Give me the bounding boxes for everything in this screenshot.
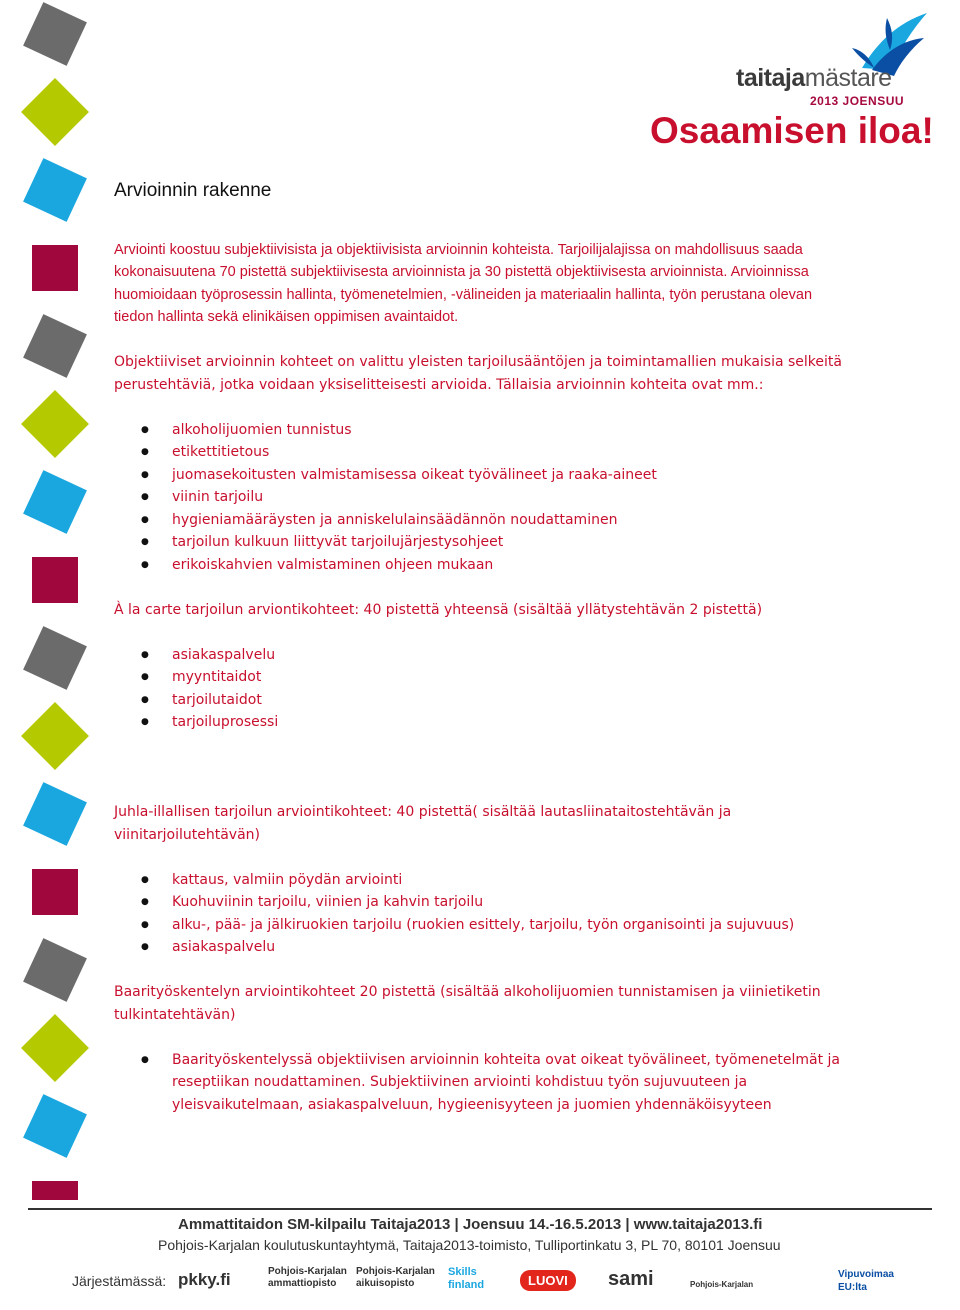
pohjois-karjalan-logo: Pohjois-Karjalan <box>690 1280 754 1289</box>
juhla-title: Juhla-illallisen tarjoilun arviointikohteet: 40 pistettä( sisältää lautasliinataitostehtävän ja viinitarjoilutehtävän) <box>114 804 732 843</box>
logo-subtitle: 2013 JOENSUU <box>810 94 905 108</box>
luovi-logo: LUOVI <box>520 1270 576 1291</box>
list-item: ● juomasekoitusten valmistamisessa oikeat työvälineet ja raaka-aineet <box>114 464 844 487</box>
maroon-square-shape <box>32 869 78 915</box>
blue-square-shape <box>23 782 87 846</box>
decorative-shapes-column <box>0 0 110 1200</box>
list-item: ● etikettitietous <box>114 441 844 464</box>
alacarte-title: À la carte tarjoilun arviontikohteet: 40 pistettä yhteensä (sisältää yllätystehtävän 2 pistettä) <box>114 601 763 618</box>
grey-square-shape <box>23 314 87 378</box>
baari-title: Baarityöskentelyn arviointikohteet 20 pistettä (sisältää alkoholijuomien tunnistamisen ja viinietiketin tulkintatehtävän) <box>114 984 821 1023</box>
green-diamond-shape <box>21 1014 89 1082</box>
maroon-square-shape <box>32 557 78 603</box>
list-item: ● alkoholijuomien tunnistus <box>114 419 844 442</box>
maroon-square-shape <box>32 1181 78 1200</box>
list-item: ● tarjoiluprosessi <box>114 711 844 734</box>
list-item: ● Baarityöskentelyssä objektiivisen arvioinnin kohteita ovat oikeat työvälineet, työmenetelmät ja reseptiikan noudattaminen. Subjektiivinen arviointi kohdistuu työn sujuvuuteen ja yleisvaikutelmaan, asiakaspalveluun, hygieenisyyteen ja juomien yhdennäköisyyteen <box>114 1049 844 1117</box>
objective-paragraph: Objektiiviset arvioinnin kohteet on valittu yleisten tarjoilusääntöjen ja toimintamallien mukaisia selkeitä perustehtäviä, jotka voidaan yksiselitteisesti arvioida. Tällaisia arvioinnin kohteita ovat mm.: <box>114 354 842 393</box>
list-item: ● myyntitaidot <box>114 666 844 689</box>
intro-paragraph: Arviointi koostuu subjektiivisista ja objektiivisista arvioinnin kohteista. Tarjoilijalajissa on mahdollisuus saada kokonaisuutena 70 pistettä subjektiivisesta arvioinnista ja 30 pistettä objektiivisesta arvioinnista. Arvioinnissa huomioidaan työprosessin hallinta, työmenetelmien, -välineiden ja materiaalin hallinta, työn perustana olevan tiedon hallinta sekä elinikäisen oppimisen avaintaidot. <box>114 241 813 325</box>
maroon-square-shape <box>32 245 78 291</box>
list-item: ● hygieniamääräysten ja anniskelulainsäädännön noudattaminen <box>114 509 844 532</box>
footer-address-line: Pohjois-Karjalan koulutuskuntayhtymä, Taitaja2013-toimisto, Tulliportinkatu 3, PL 70, 80101 Joensuu <box>158 1237 781 1253</box>
organizer-label: Järjestämässä: <box>72 1273 167 1289</box>
intro-paragraph-2: Arvioinnissa huomioidaan työprosessin hallinta, työmenetelmien, -välineiden ja materiaalin hallinta, työn perustana olevan tiedon hallinta sekä elinikäisen oppimisen avaintaidot. <box>114 264 813 325</box>
juhla-list <box>114 869 844 959</box>
alacarte-list <box>114 644 844 734</box>
grey-square-shape <box>23 938 87 1002</box>
skills-finland-logo: Skills finland <box>448 1266 485 1291</box>
grey-square-shape <box>23 626 87 690</box>
green-diamond-shape <box>21 702 89 770</box>
list-item: ● erikoiskahvien valmistaminen ohjeen mukaan <box>114 554 844 577</box>
green-diamond-shape <box>21 390 89 458</box>
footer <box>0 1208 960 1310</box>
objective-list <box>114 419 844 577</box>
logo-wordmark: taitajamästare <box>736 64 892 92</box>
list-item: ● alku-, pää- ja jälkiruokien tarjoilu (ruokien esittely, tarjoilu, työn organisointi ja sujuvuus) <box>114 914 844 937</box>
slogan: Osaamisen iloa! <box>650 110 934 151</box>
sami-logo: sami <box>608 1268 654 1290</box>
blue-square-shape <box>23 158 87 222</box>
list-item: ● viinin tarjoilu <box>114 486 844 509</box>
blue-square-shape <box>23 470 87 534</box>
list-item: ● Kuohuviinin tarjoilu, viinien ja kahvin tarjoilu <box>114 891 844 914</box>
footer-event-line: Ammattitaidon SM-kilpailu Taitaja2013 | Joensuu 14.-16.5.2013 | www.taitaja2013.fi <box>178 1216 763 1233</box>
list-item: ● tarjoilutaidot <box>114 689 844 712</box>
event-logo <box>652 8 932 158</box>
footer-divider <box>28 1208 932 1210</box>
ammattiopisto-logo: Pohjois-Karjalan ammattiopisto <box>268 1266 347 1289</box>
pkky-logo: pkky.fi <box>178 1270 231 1289</box>
aikuisopisto-logo: Pohjois-Karjalan aikuisopisto <box>356 1266 435 1289</box>
main-content <box>114 180 844 1116</box>
list-item: ● asiakaspalvelu <box>114 644 844 667</box>
list-item: ● tarjoilun kulkuun liittyvät tarjoilujärjestysohjeet <box>114 531 844 554</box>
baari-list <box>114 1049 844 1117</box>
grey-square-shape <box>23 2 87 66</box>
green-diamond-shape <box>21 78 89 146</box>
list-item: ● asiakaspalvelu <box>114 936 844 959</box>
eu-logo: Vipuvoimaa EU:lta <box>838 1269 894 1293</box>
page-title: Arvioinnin rakenne <box>114 180 272 201</box>
blue-square-shape <box>23 1094 87 1158</box>
list-item: ● kattaus, valmiin pöydän arviointi <box>114 869 844 892</box>
